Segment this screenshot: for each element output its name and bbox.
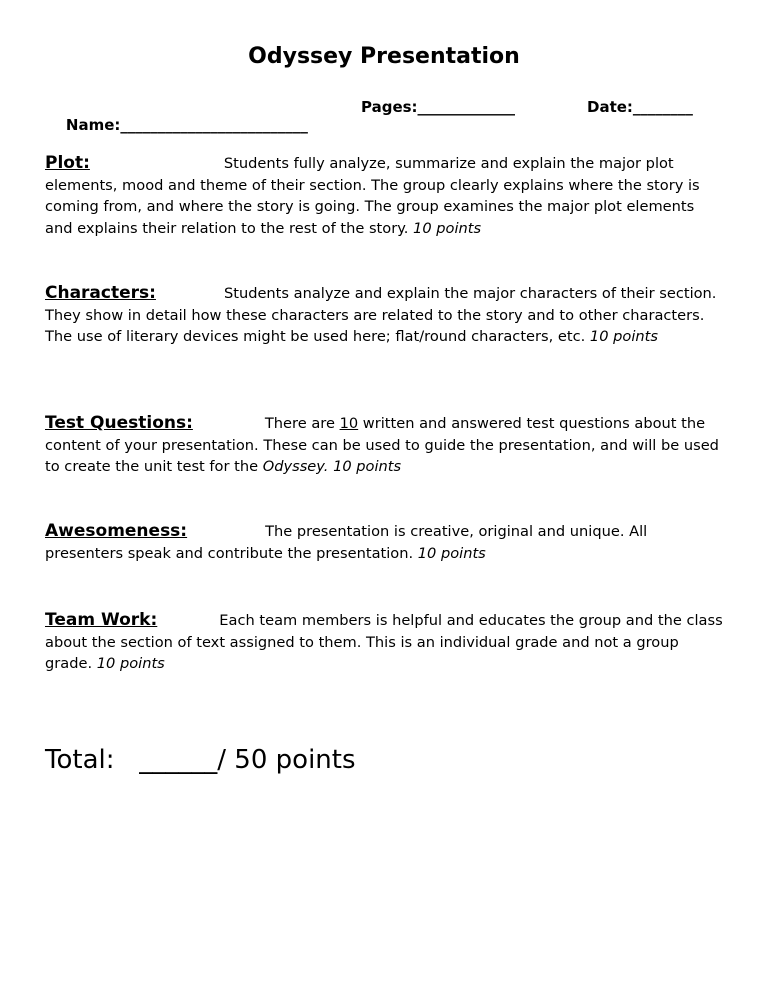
section-plot <box>45 153 725 240</box>
name-field: Name:_________________________ <box>65 116 308 134</box>
section-text: Each team members is helpful and educates the group and the class about the section of text assigned to them. This is an individual grade and not a group grade. <box>45 612 723 673</box>
total-line <box>45 745 356 775</box>
section-label: Test Questions: <box>45 413 193 433</box>
section-team-work <box>45 610 725 675</box>
section-characters <box>45 283 725 348</box>
section-awesomeness <box>45 521 725 564</box>
total-blank: ______ <box>139 745 218 775</box>
section-text: Students fully analyze, summarize and explain the major plot elements, mood and theme of their section. The group clearly explains where the story is coming from, and where the story is going. The group examines the major plot elements and explains their relation to the rest of the story. <box>45 155 700 238</box>
total-suffix: / 50 points <box>217 745 356 775</box>
total-label: Total: <box>45 745 115 775</box>
pages-field: Pages:_____________ <box>361 98 516 116</box>
section-points: 10 points <box>589 328 658 346</box>
date-field: Date:________ <box>587 98 693 116</box>
section-text: The presentation is creative, original and unique. All presenters speak and contribute the presentation. <box>45 523 648 562</box>
section-test-questions <box>45 413 725 478</box>
section-text: There are <box>264 415 335 432</box>
section-text: written and answered test questions about the content of your presentation. These can be used to guide the presentation, and will be used to create the unit test for the <box>45 415 719 476</box>
section-text: Students analyze and explain the major characters of their section. They show in detail how these characters are related to the story and to other characters. The use of literary devices might be used here; flat/round characters, etc. <box>45 285 717 346</box>
section-label: Awesomeness: <box>45 521 188 541</box>
section-label: Characters: <box>45 283 156 303</box>
section-points: 10 points <box>96 655 165 673</box>
section-label: Plot: <box>45 153 90 173</box>
document-title: Odyssey Presentation <box>248 44 520 69</box>
section-label: Team Work: <box>45 610 158 630</box>
question-count: 10 <box>339 415 359 432</box>
section-points: 10 points <box>413 220 482 238</box>
section-points: 10 points <box>417 544 486 562</box>
section-points: 10 points <box>333 458 402 476</box>
book-title: Odyssey. <box>262 458 329 476</box>
